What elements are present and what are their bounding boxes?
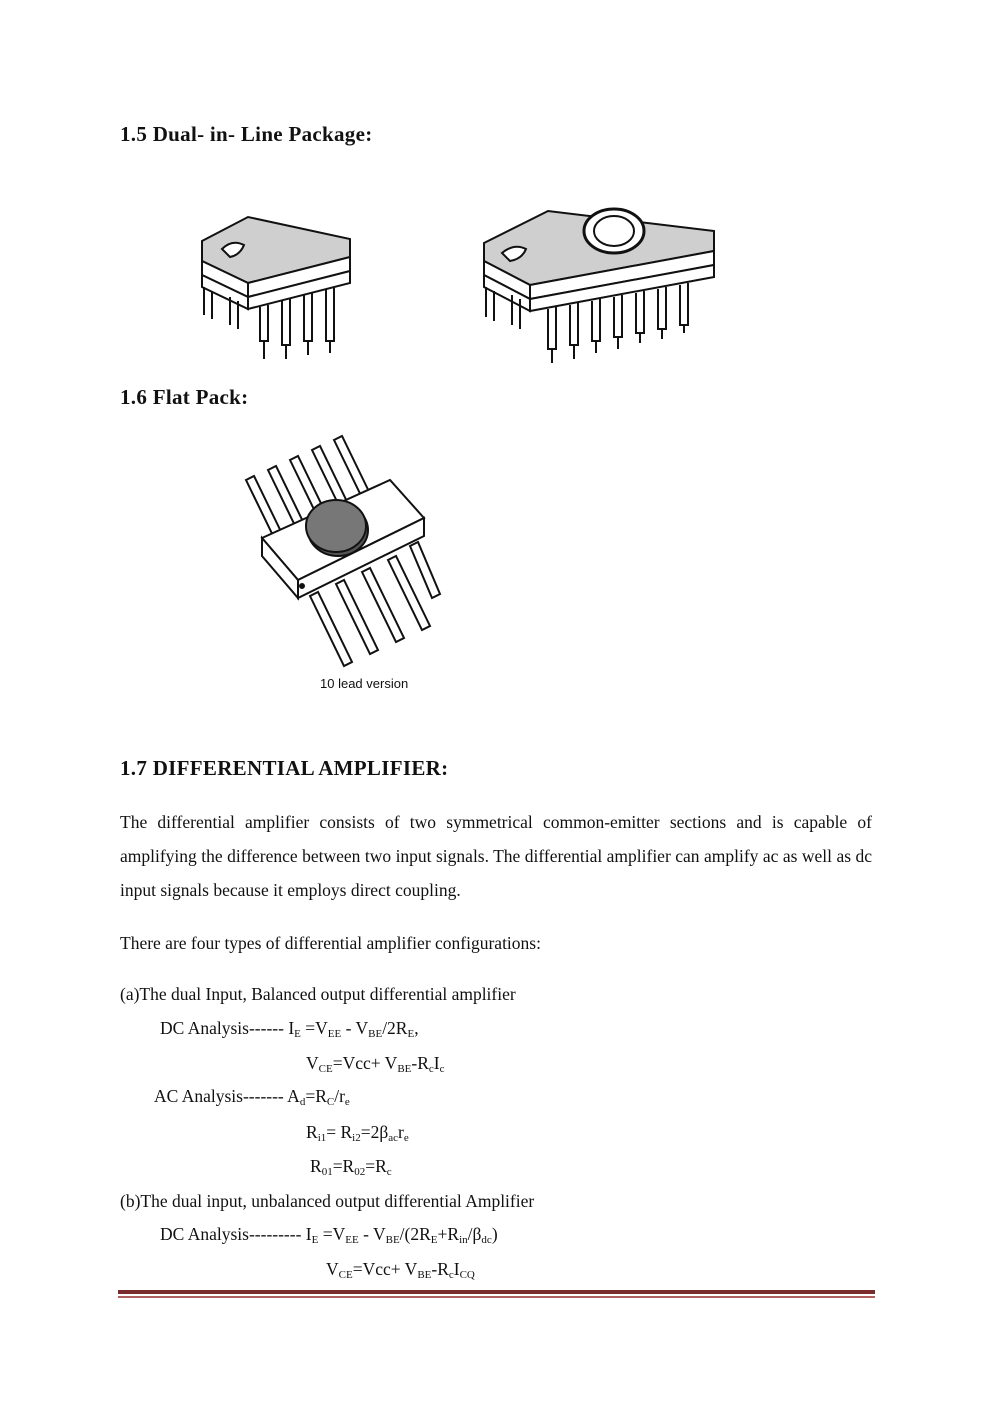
config-b-title: (b)The dual input, unbalanced output differential Amplifier <box>120 1191 535 1211</box>
dc-analysis-label: DC Analysis--------- <box>160 1224 302 1244</box>
flat-pack-caption: 10 lead version <box>320 676 409 691</box>
intro-paragraph: The differential amplifier consists of two symmetrical common-emitter sections and is capable of amplifying the difference between two input signals. The differential amplifier can amplify ac as well as dc input signals because it employs direct coupling. <box>120 812 872 900</box>
config-a-vce-formula: $V_{CE}=Vcc+ V_{BE}-R_cI_c$ <box>306 1053 445 1075</box>
ac-analysis-label: AC Analysis------- <box>154 1086 284 1106</box>
section-heading-flat-pack: 1.6 Flat Pack: <box>120 385 249 409</box>
dc-analysis-label: DC Analysis------ <box>160 1018 284 1038</box>
configurations-intro: There are four types of differential amplifier configurations: <box>120 933 541 953</box>
dip-8-pin-illustration <box>190 205 365 367</box>
config-b-dc-analysis: DC Analysis--------- $I_E =V_{EE} - V_{BE}/(2R_E+R_{in}/\beta_{dc})$ <box>160 1224 498 1246</box>
config-a-ac-analysis: AC Analysis------- $A_d=R_C/r_e$ <box>154 1086 350 1108</box>
config-a-output-resistance-formula: $R_{01}=R_{02}=R_c$ <box>310 1156 392 1178</box>
dip-14-pin-illustration <box>478 195 748 367</box>
section-heading-differential-amplifier: 1.7 DIFFERENTIAL AMPLIFIER: <box>120 756 449 780</box>
config-a-input-resistance-formula: $R_{i1}= R_{i2}=2\beta_{ac}r_e$ <box>306 1122 409 1144</box>
config-a-title: (a)The dual Input, Balanced output differential amplifier <box>120 984 516 1004</box>
config-a-dc-analysis: DC Analysis------ $I_E =V_{EE} - V_{BE}/2R_E$, <box>160 1018 419 1040</box>
flat-pack-illustration <box>240 428 445 668</box>
section-heading-dip: 1.5 Dual- in- Line Package: <box>120 122 373 146</box>
footer-rule-thin <box>118 1296 875 1298</box>
config-b-vce-formula: $V_{CE}=Vcc+ V_{BE}-R_cI_{CQ}$ <box>326 1259 475 1281</box>
footer-rule <box>118 1290 875 1294</box>
